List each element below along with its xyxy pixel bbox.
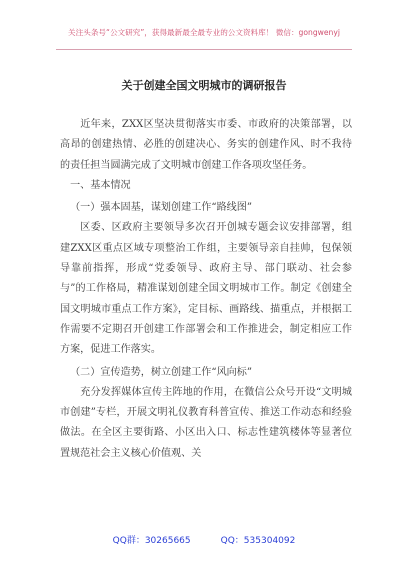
paragraph-subsection-2: 充分发挥媒体宣传主阵地的作用，在微信公众号开设“文明城市创建”专栏，开展文明礼仪教育科普宣传、推送工作动态和经验做法。在全区主要街路、小区出入口、标志性建筑楼体等显著位置规范社会主义核心价值观、关: [60, 386, 352, 459]
subsection-heading-1: （一）强本固基，谋划创建工作“路线图”: [70, 202, 253, 214]
paragraph-subsection-1: 区委、区政府主要领导多次召开创城专题会议安排部署，组建ZXX区重点区域专项整治工作组，主要领导亲自挂帅，包保领导靠前指挥，形成“党委领导、政府主导、部门联动、社会参与”的工作格局，精准谋划创建全国文明城市工作。制定《创建全国文明城市重点工作方案》，定目标、画路线、描重点，并根据工作需要不定期召开创建工作部署会和工作推进会，制定相应工作方案，促进工作落实。: [60, 222, 352, 356]
paragraph-intro: 近年来，ZXX区坚决贯彻落实市委、市政府的决策部署，以高昂的创建热情、必胜的创建决心、务实的创建作风、时不我待的责任担当圆满完成了文明城市创建工作各项攻坚任务。: [60, 119, 352, 171]
subsection-heading-2: （二）宣传造势，树立创建工作“风向标”: [70, 366, 253, 378]
section-heading-basic-situation: 一、基本情况: [70, 179, 131, 191]
footer-contact: [0, 533, 408, 546]
footer-qq: QQ：535304092: [220, 536, 296, 546]
document-title: 关于创建全国文明城市的调研报告: [121, 79, 287, 92]
document-body: [60, 115, 352, 464]
header-banner: 关注头条号“公文研究”，获得最新最全最专业的公文资料库！ 微信：gongwenyj: [68, 28, 340, 37]
footer-qq-group: QQ群：30265665: [112, 536, 191, 546]
header-divider: [56, 49, 352, 50]
